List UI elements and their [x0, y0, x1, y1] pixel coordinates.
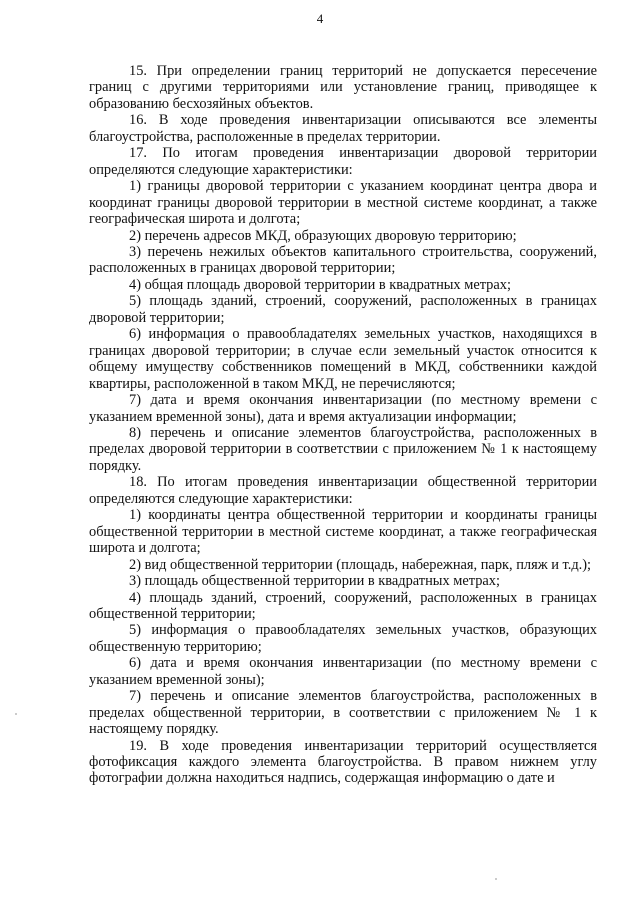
list-item-17-1: 1) границы дворовой территории с указанием координат центра двора и координат границы дворовой территории в местной системе координат, а также географическая широта и долгота;: [89, 178, 597, 228]
list-item-17-3: 3) перечень нежилых объектов капитального строительства, сооружений, расположенных в границах дворовой территории;: [89, 243, 597, 277]
list-item-17-5: 5) площадь зданий, строений, сооружений, расположенных в границах дворовой территории;: [89, 293, 597, 326]
list-item-17-7: 7) дата и время окончания инвентаризации (по местному времени с указанием временной зоны), дата и время актуализации информации;: [89, 392, 597, 425]
list-item-18-7: 7) перечень и описание элементов благоустройства, расположенных в пределах общественной территории, в соответствии с приложением № 1 к настоящему порядку.: [89, 688, 597, 738]
scan-speck: [495, 878, 497, 880]
page-number: 4: [316, 11, 324, 26]
list-item-18-6: 6) дата и время окончания инвентаризации (по местному времени с указанием временной зоны);: [89, 655, 597, 688]
list-item-18-2: 2) вид общественной территории (площадь, набережная, парк, пляж и т.д.);: [129, 556, 592, 573]
paragraph-17: 17. По итогам проведения инвентаризации дворовой территории определяются следующие характеристики:: [89, 145, 597, 178]
list-item-17-4: 4) общая площадь дворовой территории в квадратных метрах;: [129, 276, 511, 293]
list-item-18-5: 5) информация о правообладателях земельных участков, образующих общественную территорию;: [89, 622, 597, 655]
document-body: [89, 63, 597, 787]
list-item-17-2: 2) перечень адресов МКД, образующих дворовую территорию;: [129, 227, 517, 244]
paragraph-15: 15. При определении границ территорий не допускается пересечение границ с другими территориями или установление границ, приводящее к образованию бесхозяйных объектов.: [89, 63, 597, 112]
list-item-18-1: 1) координаты центра общественной территории и координаты границы общественной территории в местной системе координат, а также географическая широта и долгота;: [89, 507, 597, 557]
paragraph-16: 16. В ходе проведения инвентаризации описываются все элементы благоустройства, расположенные в пределах территории.: [89, 112, 597, 145]
list-item-18-3: 3) площадь общественной территории в квадратных метрах;: [129, 573, 500, 590]
list-item-17-6: 6) информация о правообладателях земельных участков, находящихся в границах дворовой территории; в случае если земельный участок относится к общему имуществу собственников помещений в МКД, собственники каждой квартиры, расположенной в таком МКД, не перечисляются;: [89, 326, 597, 392]
list-item-18-4: 4) площадь зданий, строений, сооружений, расположенных в границах общественной территории;: [89, 589, 597, 622]
paragraph-19: 19. В ходе проведения инвентаризации территорий осуществляется фотофиксация каждого элемента благоустройства. В правом нижнем углу фотографии должна находиться надпись, содержащая информацию о дате и: [89, 737, 597, 787]
scan-speck: [15, 713, 17, 715]
paragraph-18: 18. По итогам проведения инвентаризации общественной территории определяются следующие характеристики:: [89, 474, 597, 507]
list-item-17-8: 8) перечень и описание элементов благоустройства, расположенных в пределах дворовой территории в соответствии с приложением № 1 к настоящему порядку.: [89, 424, 597, 474]
